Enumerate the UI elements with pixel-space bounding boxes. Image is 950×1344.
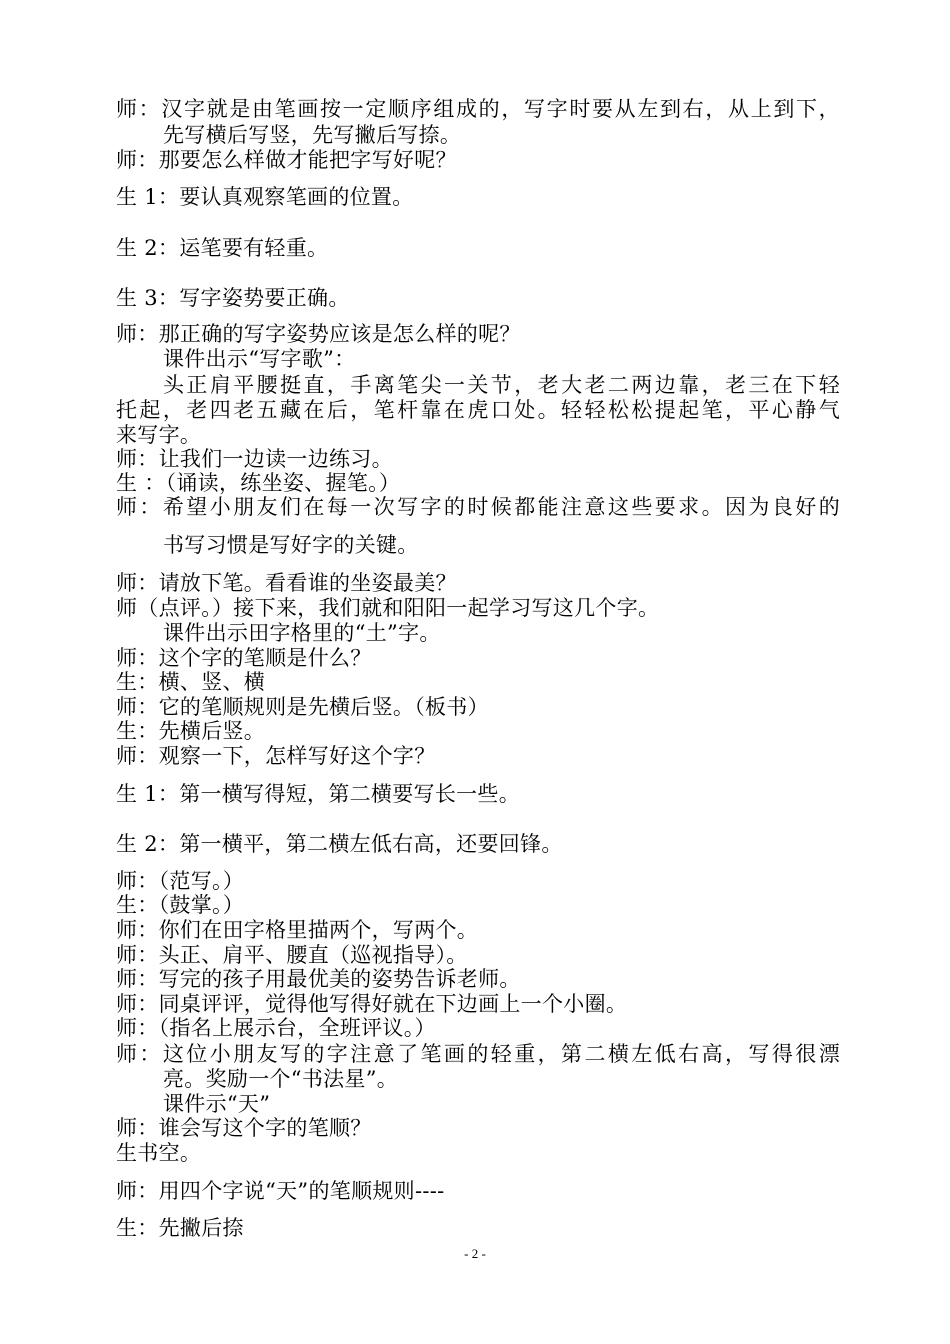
page-number: - 2 - [464, 1246, 486, 1261]
text-line: 生书空。 [116, 1141, 202, 1165]
text-line: 师：谁会写这个字的笔顺？ [116, 1116, 372, 1140]
text-line: 生：先横后竖。 [116, 719, 266, 743]
text-line: 师：（范写。） [116, 869, 245, 893]
text-line: 师：观察一下，怎样写好这个字？ [116, 744, 436, 768]
text-line: 生：先撇后捺 [116, 1216, 244, 1240]
text-line: 师：那要怎么样做才能把字写好呢？ [116, 148, 457, 172]
text-line: 师：同桌评评，觉得他写得好就在下边画上一个小圈。 [116, 992, 628, 1016]
text-line: 来写字。 [116, 423, 202, 447]
text-line: 生 2：第一横平，第二横左低右高，还要回锋。 [116, 832, 563, 856]
text-line: 先写横后写竖，先写撇后写捺。 [163, 123, 462, 147]
text-line: 生 1：第一横写得短，第二横要写长一些。 [116, 782, 521, 806]
text-line: 课件出示“写字歌”： [163, 347, 356, 371]
text-line: 生 1：要认真观察笔画的位置。 [116, 185, 414, 209]
text-line: 书写习惯是写好字的关键。 [163, 533, 419, 557]
text-line: 师：希望小朋友们在每一次写字的时候都能注意这些要求。因为良好的 [116, 495, 840, 519]
text-line: 师：用四个字说“天”的笔顺规则---- [116, 1179, 445, 1203]
text-line: 托起，老四老五藏在后，笔杆靠在虎口处。轻轻松松提起笔，平心静气 [116, 398, 840, 422]
text-line: 生 ：（诵读，练坐姿、握笔。） [116, 471, 401, 495]
text-line: 师：让我们一边读一边练习。 [116, 447, 393, 471]
text-line: 师：（指名上展示台，全班评议。） [116, 1016, 436, 1040]
text-line: 师：这个字的笔顺是什么？ [116, 646, 372, 670]
text-line: 师：这位小朋友写的字注意了笔画的轻重，第二横左低右高，写得很漂 [116, 1042, 840, 1066]
text-line: 亮。奖励一个“书法星”。 [163, 1067, 399, 1091]
text-line: 生：横、竖、横 [116, 670, 266, 694]
text-line: 师：那正确的写字姿势应该是怎么样的呢？ [116, 322, 521, 346]
text-line: 师：它的笔顺规则是先横后竖。（板书） [116, 695, 489, 719]
text-line: 课件示“天” [163, 1092, 271, 1116]
text-line: 生：（鼓掌。） [116, 893, 245, 917]
text-line: 师：你们在田字格里描两个，写两个。 [116, 918, 479, 942]
text-line: 头正肩平腰挺直，手离笔尖一关节，老大老二两边靠，老三在下轻 [163, 373, 840, 397]
text-line: 师（点评。）接下来，我们就和阳阳一起学习写这几个字。 [116, 596, 660, 620]
text-line: 师：请放下笔。看看谁的坐姿最美？ [116, 571, 457, 595]
text-line: 生 3：写字姿势要正确。 [116, 286, 350, 310]
text-line: 师：头正、肩平、腰直（巡视指导）。 [116, 943, 468, 967]
text-line: 师：汉字就是由笔画按一定顺序组成的，写字时要从左到右，从上到下， [116, 97, 840, 121]
text-line: 师：写完的孩子用最优美的姿势告诉老师。 [116, 967, 521, 991]
text-line: 生 2：运笔要有轻重。 [116, 236, 329, 260]
text-line: 课件出示田字格里的“土”字。 [163, 621, 441, 645]
